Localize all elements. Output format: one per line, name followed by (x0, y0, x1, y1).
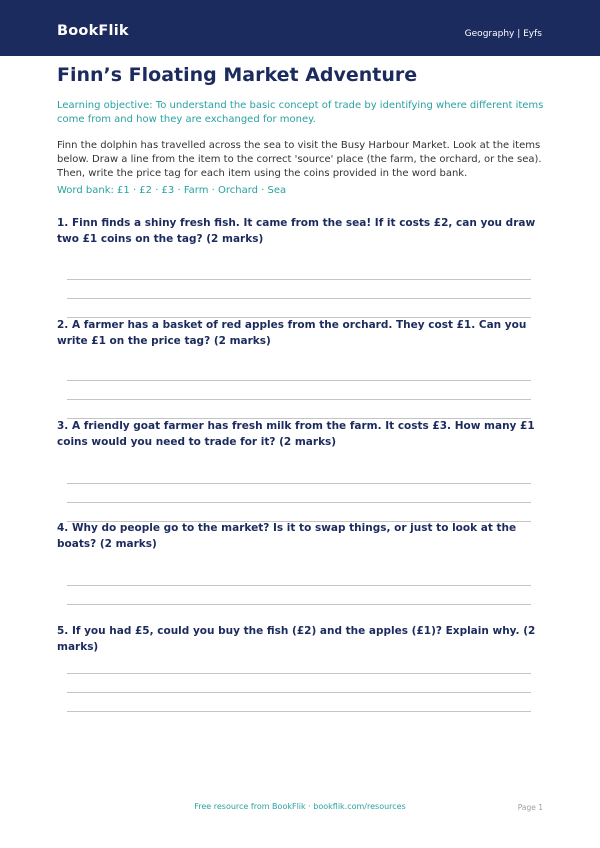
answer-line[interactable] (67, 298, 531, 299)
footer-credit: Free resource from BookFlik · bookflik.com/resources (194, 802, 406, 811)
subject-level: Geography | Eyfs (464, 29, 542, 39)
header-bar (0, 0, 600, 56)
learning-objective: Learning objective: To understand the basic concept of trade by identifying where different items come from and how they are exchanged for money. (57, 100, 544, 125)
question-3: 3. A friendly goat farmer has fresh milk from the farm. It costs £3. How many £1 coins would you need to trade for it? (2 marks) (57, 420, 535, 448)
instructions: Finn the dolphin has travelled across the sea to visit the Busy Harbour Market. Look at the items below. Draw a line from the item to the correct 'source' place (the farm, the orchard, or the sea). Then, write the price tag for each item using the coins provided in the word bank. (57, 140, 542, 179)
answer-line[interactable] (67, 279, 531, 280)
question-5: 5. If you had £5, could you buy the fish (£2) and the apples (£1)? Explain why. (2 marks) (57, 625, 536, 653)
question-1: 1. Finn finds a shiny fresh fish. It came from the sea! If it costs £2, can you draw two £1 coins on the tag? (2 marks) (57, 217, 536, 245)
answer-line[interactable] (67, 502, 531, 503)
answer-line[interactable] (67, 673, 531, 674)
question-4: 4. Why do people go to the market? Is it to swap things, or just to look at the boats? (2 marks) (57, 522, 517, 550)
page-number: Page 1 (517, 803, 543, 812)
worksheet-title: Finn’s Floating Market Adventure (57, 64, 418, 86)
answer-line[interactable] (67, 692, 531, 693)
question-2: 2. A farmer has a basket of red apples from the orchard. They cost £1. Can you write £1 on the price tag? (2 marks) (57, 319, 527, 347)
answer-line[interactable] (67, 483, 531, 484)
answer-line[interactable] (67, 604, 531, 605)
answer-line[interactable] (67, 380, 531, 381)
word-bank: Word bank: £1 · £2 · £3 · Farm · Orchard · Sea (57, 185, 287, 196)
answer-line[interactable] (67, 399, 531, 400)
answer-line[interactable] (67, 711, 531, 712)
answer-line[interactable] (67, 585, 531, 586)
brand-logo: BookFlik (57, 23, 129, 39)
